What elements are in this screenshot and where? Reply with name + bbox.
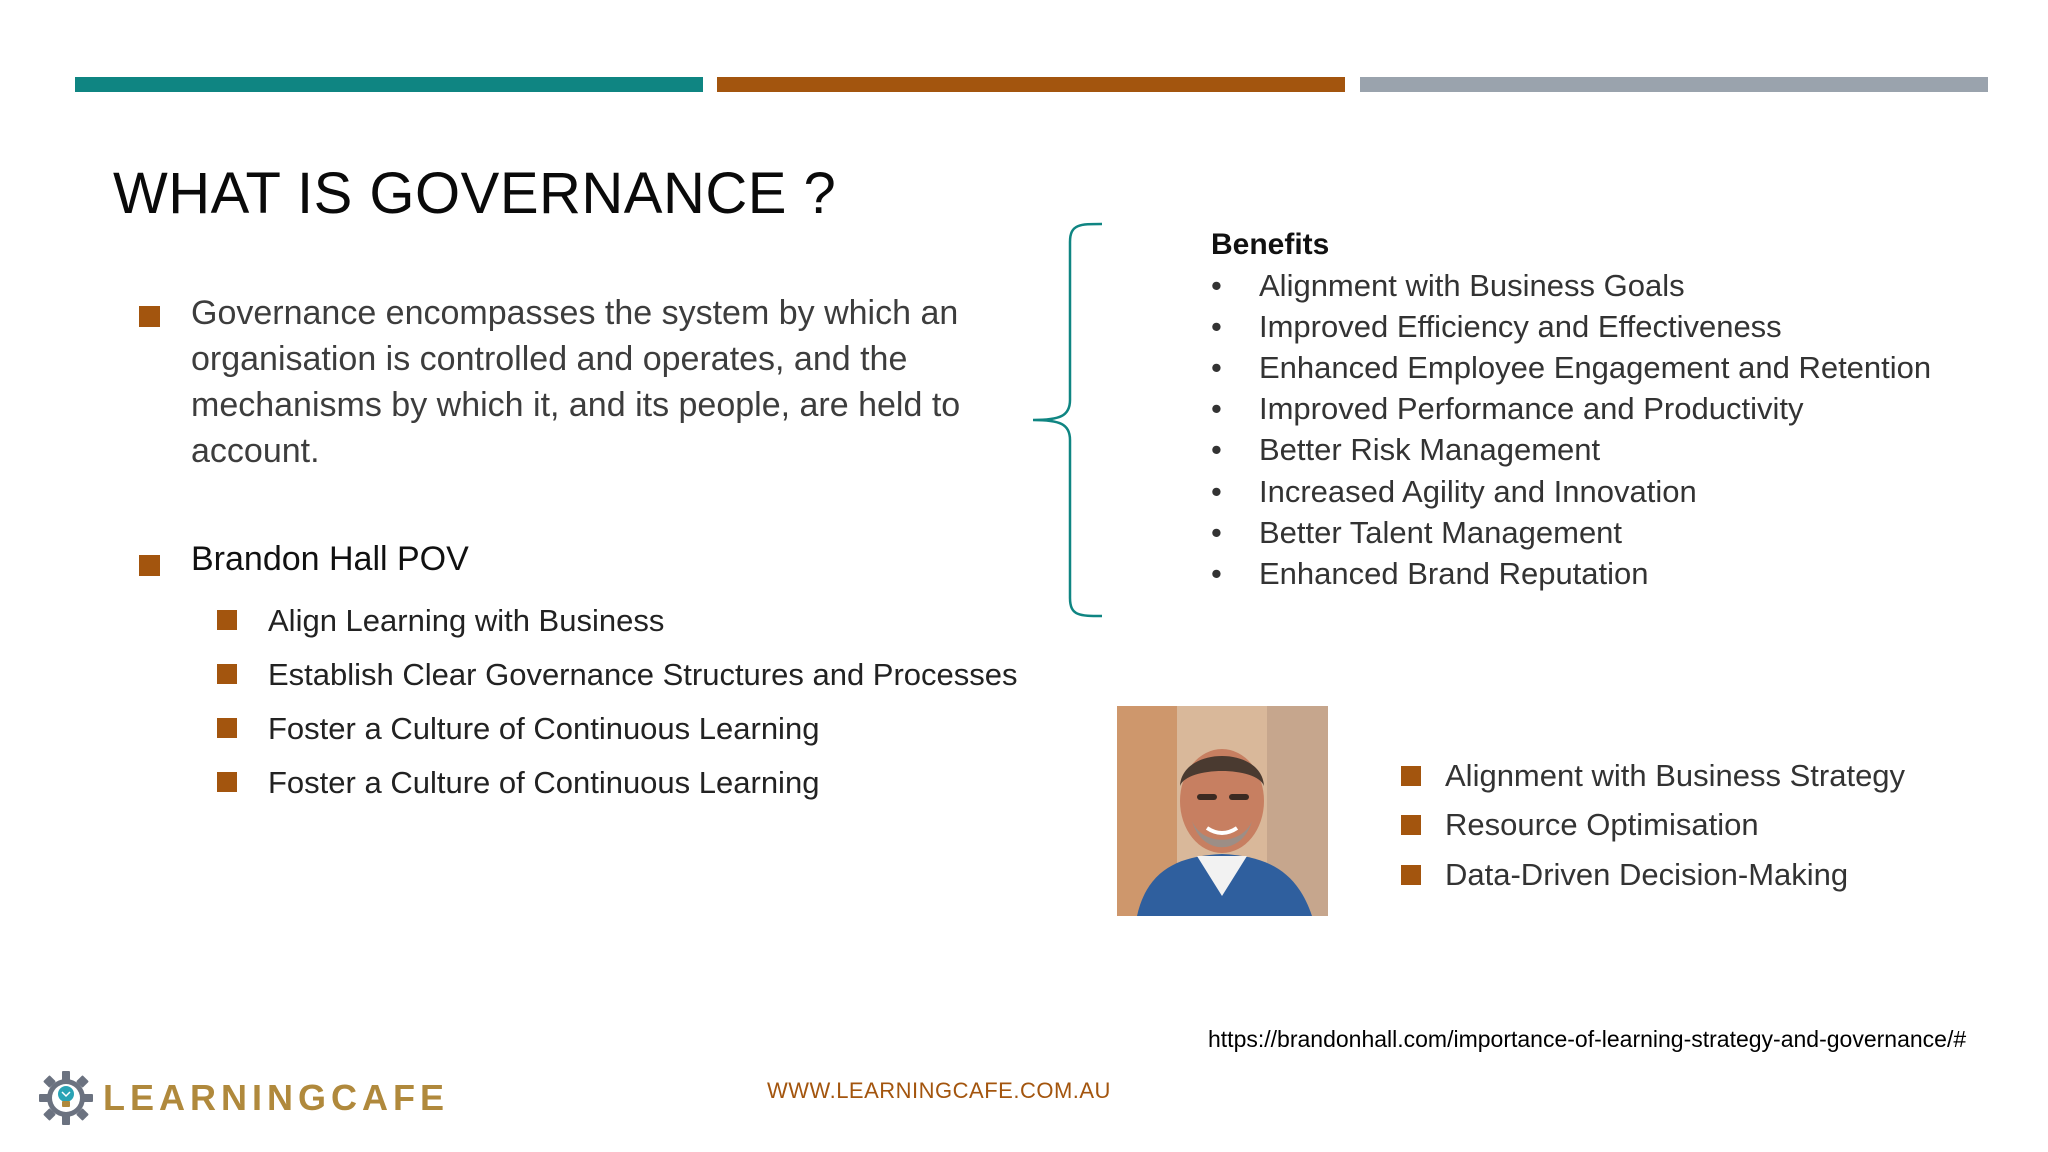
slide-title: WHAT IS GOVERNANCE ? — [113, 161, 837, 226]
benefits-heading: Benefits — [1211, 228, 1330, 261]
accent-bar-grey — [1360, 77, 1988, 92]
bullet-square-icon — [1401, 766, 1421, 786]
benefit-item: • Better Risk Management — [1211, 432, 1601, 467]
bullet-square-icon — [1401, 865, 1421, 885]
bullet-dot-icon: • — [1211, 474, 1222, 509]
source-url: https://brandonhall.com/importance-of-learning-strategy-and-governance/# — [1208, 1026, 1967, 1052]
curly-brace-icon — [1025, 220, 1105, 620]
bullet-dot-icon: • — [1211, 515, 1222, 550]
bullet-dot-icon: • — [1211, 391, 1222, 426]
bullet-dot-icon: • — [1211, 268, 1222, 303]
strategy-item: Resource Optimisation — [1445, 807, 1759, 842]
accent-bar-teal — [75, 77, 703, 92]
bullet-dot-icon: • — [1211, 350, 1222, 385]
strategy-item: Alignment with Business Strategy — [1445, 758, 1906, 793]
bullet-square-icon — [217, 664, 237, 684]
benefit-item: • Improved Efficiency and Effectiveness — [1211, 309, 1782, 344]
pov-item: Foster a Culture of Continuous Learning — [268, 711, 820, 746]
governance-definition: Governance encompasses the system by which an organisation is controlled and operates, and the mechanisms by which it, and its people, are held to account. — [191, 294, 961, 470]
pov-item: Foster a Culture of Continuous Learning — [268, 765, 820, 800]
bullet-square-icon — [139, 306, 160, 327]
accent-bar-orange — [717, 77, 1345, 92]
benefit-item: • Improved Performance and Productivity — [1211, 391, 1804, 426]
bullet-square-icon — [217, 772, 237, 792]
benefit-item: • Better Talent Management — [1211, 515, 1623, 550]
pov-item: Align Learning with Business — [268, 603, 665, 638]
strategy-item: Data-Driven Decision-Making — [1445, 857, 1849, 892]
bullet-dot-icon: • — [1211, 309, 1222, 344]
bullet-square-icon — [217, 610, 237, 630]
bullet-dot-icon: • — [1211, 556, 1222, 591]
benefit-item: • Increased Agility and Innovation — [1211, 474, 1697, 509]
bullet-square-icon — [217, 718, 237, 738]
website-link[interactable]: WWW.LEARNINGCAFE.COM.AU — [767, 1078, 1111, 1103]
gear-lightbulb-icon — [38, 1070, 94, 1126]
pov-heading: Brandon Hall POV — [191, 540, 469, 578]
benefit-item: • Alignment with Business Goals — [1211, 268, 1685, 303]
pov-item: Establish Clear Governance Structures and Processes — [268, 657, 1018, 692]
bullet-square-icon — [139, 555, 160, 576]
benefit-item: • Enhanced Employee Engagement and Retention — [1211, 350, 1932, 385]
benefit-item: • Enhanced Brand Reputation — [1211, 556, 1649, 591]
presenter-photo — [1117, 706, 1328, 916]
learningcafe-logo-text: LEARNINGCAFE — [103, 1077, 449, 1118]
bullet-dot-icon: • — [1211, 432, 1222, 467]
bullet-square-icon — [1401, 815, 1421, 835]
